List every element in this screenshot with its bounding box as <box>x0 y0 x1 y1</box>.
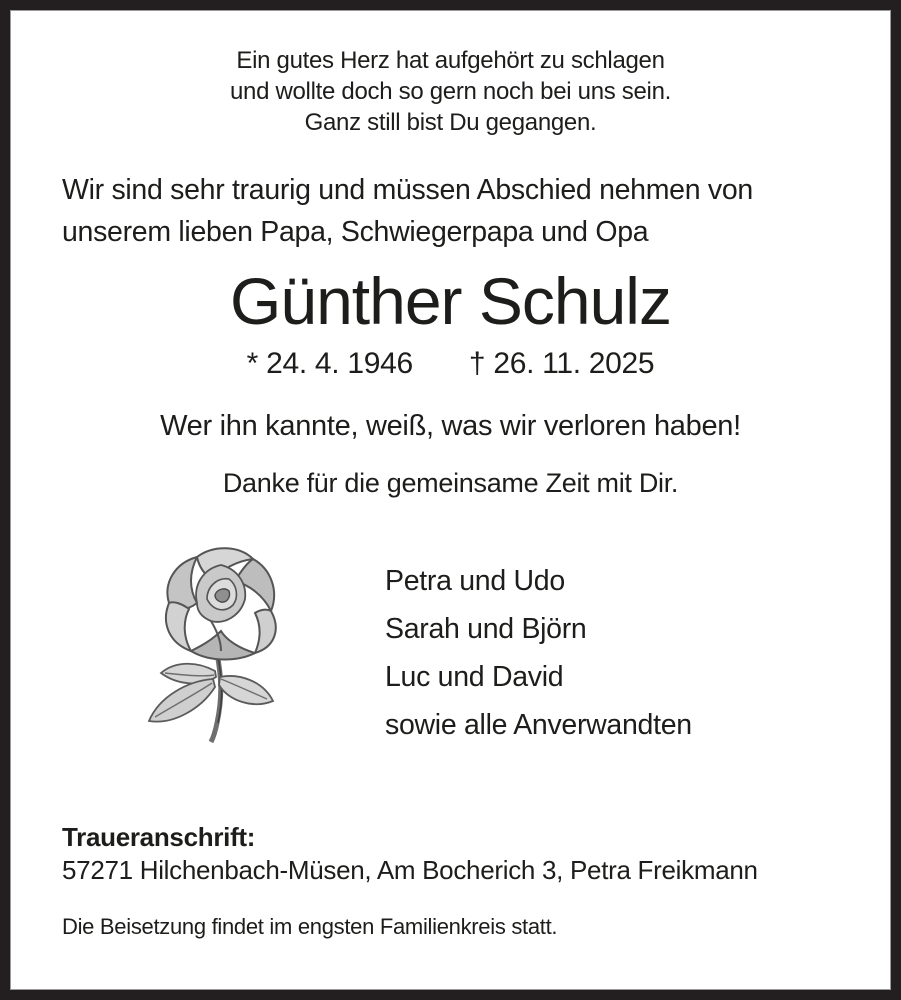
tribute-line-2: Danke für die gemeinsame Zeit mit Dir. <box>222 468 679 498</box>
address-block <box>62 821 842 887</box>
mourner-line: sowie alle Anverwandten <box>385 709 692 741</box>
mourner-line: Luc und David <box>385 661 564 693</box>
mourners-section <box>11 545 890 749</box>
address-line: 57271 Hilchenbach-Müsen, Am Bocherich 3, Petra Freikmann <box>62 855 758 885</box>
memorial-poem <box>11 45 890 138</box>
death-date: † 26. 11. 2025 <box>468 347 655 380</box>
mourner-line: Sarah und Björn <box>385 613 587 645</box>
poem-line: und wollte doch so gern noch bei uns sein. <box>229 78 672 105</box>
funeral-note: Die Beisetzung findet im engsten Familienkreis statt. <box>62 914 558 939</box>
tribute-line-1: Wer ihn kannte, weiß, was wir verloren haben! <box>160 410 741 442</box>
poem-line: Ganz still bist Du gegangen. <box>304 109 597 136</box>
mourners-list <box>385 545 692 749</box>
life-dates <box>11 347 890 381</box>
birth-date: * 24. 4. 1946 <box>246 347 413 380</box>
poem-line: Ein gutes Herz hat aufgehört zu schlagen <box>236 47 665 74</box>
deceased-name: Günther Schulz <box>230 264 671 338</box>
obituary-frame <box>10 10 891 990</box>
announcement-text: Wir sind sehr traurig und müssen Abschied nehmen von unserem lieben Papa, Schwiegerpapa und Opa <box>62 174 753 248</box>
address-label: Traueranschrift: <box>62 822 256 852</box>
rose-icon <box>117 545 299 748</box>
mourner-line: Petra und Udo <box>385 565 565 597</box>
